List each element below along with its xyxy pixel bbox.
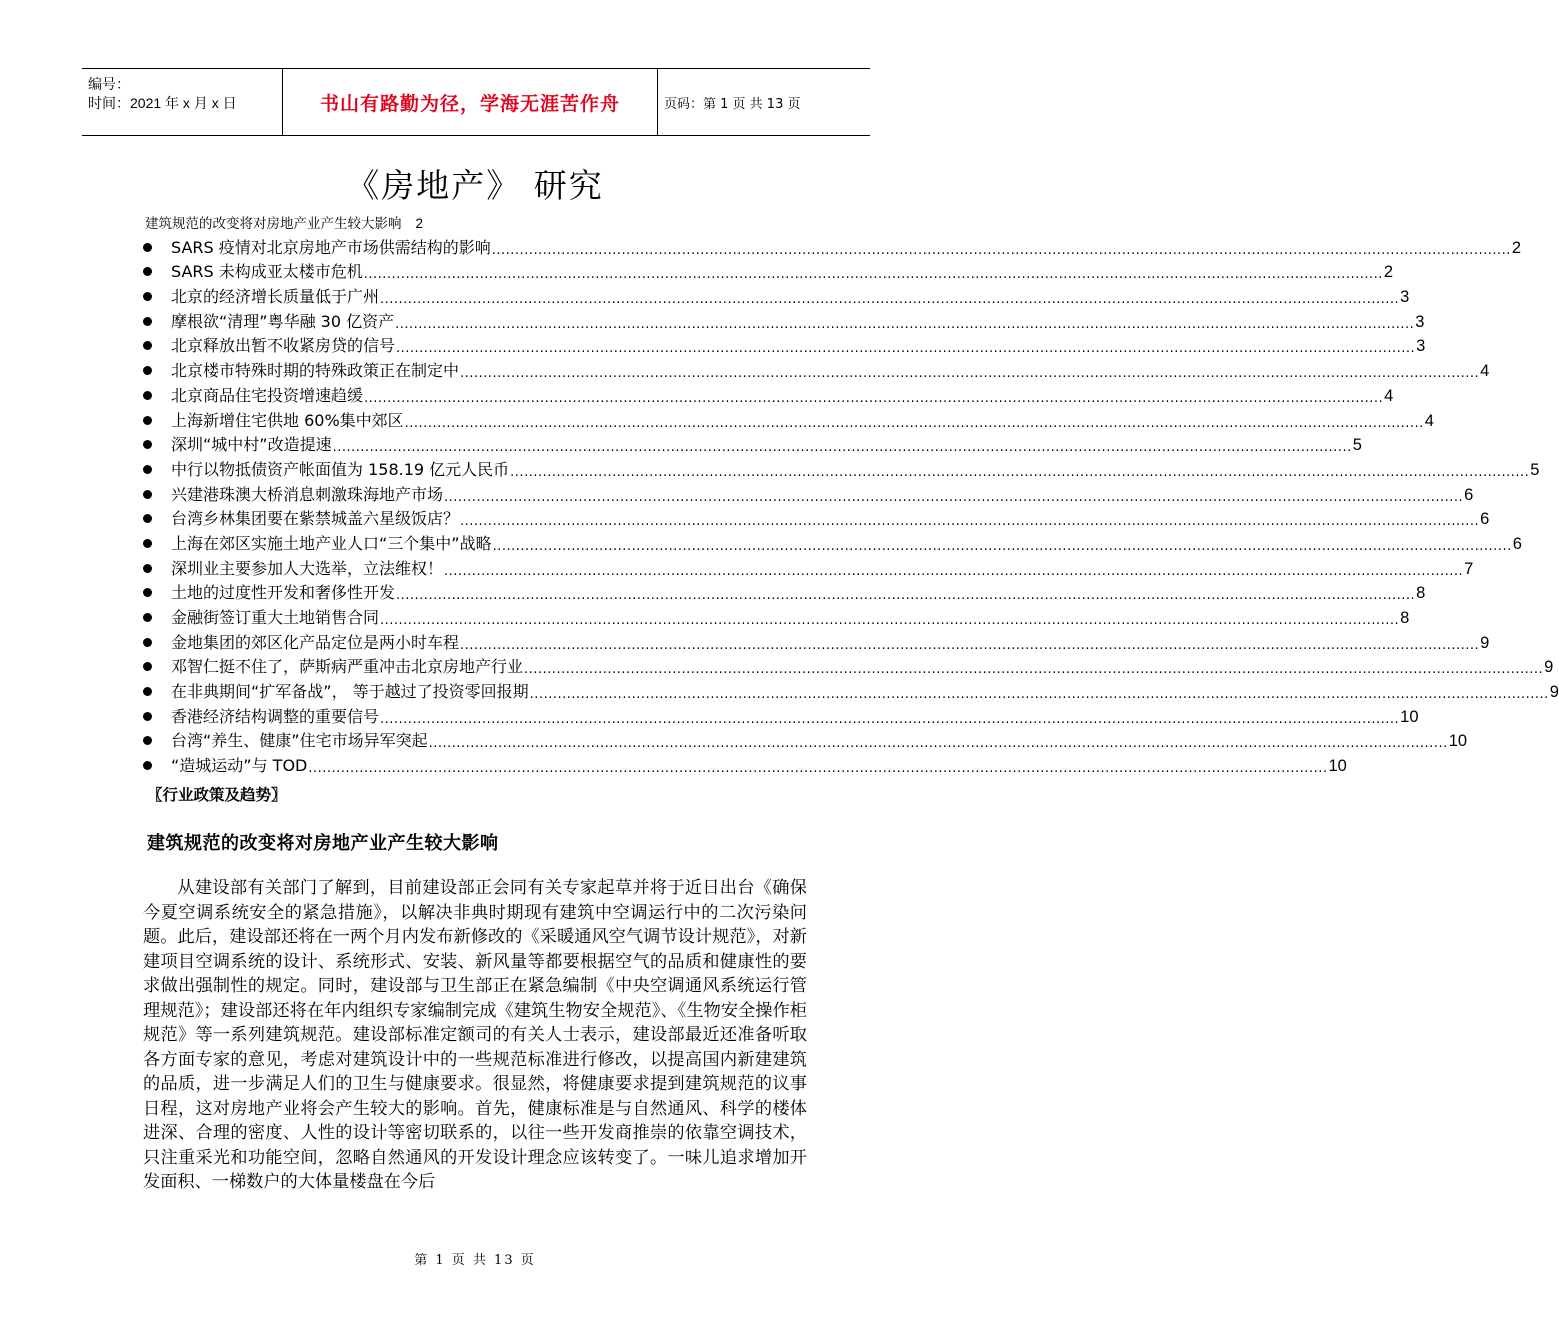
toc-entry[interactable] (140, 258, 1394, 283)
bullet-icon (143, 539, 152, 548)
toc-leader-dots: ............................................................................................................................................................................................................................ (524, 662, 1544, 678)
toc-leader-dots: ............................................................................................................................................................................................................................ (492, 538, 1512, 554)
toc-entry-page: 9 (1549, 683, 1559, 702)
toc-leader-dots: ............................................................................................................................................................................................................................ (396, 341, 1416, 357)
toc-entry[interactable] (140, 505, 1490, 530)
bullet-icon (143, 564, 152, 573)
bullet-icon (143, 341, 152, 350)
toc-entry-page: 4 (1424, 411, 1434, 430)
table-of-contents (140, 233, 1559, 777)
toc-entry-page: 9 (1480, 633, 1490, 652)
toc-entry-text: 北京商品住宅投资增速趋缓 (171, 385, 364, 405)
toc-entry-text: 香港经济结构调整的重要信号 (171, 706, 380, 726)
toc-leader-dots: ............................................................................................................................................................................................................................ (444, 489, 1464, 505)
toc-entry[interactable] (140, 356, 1490, 382)
toc-entry[interactable] (140, 751, 1347, 777)
toc-entry-page: 6 (1480, 510, 1490, 529)
toc-entry-text: 北京楼市特殊时期的特殊政策正在制定中 (171, 361, 460, 381)
toc-entry-page: 6 (1512, 534, 1522, 553)
toc-leader-dots: ............................................................................................................................................................................................................................ (380, 292, 1400, 308)
bullet-icon (143, 662, 152, 671)
header-meta-cell (82, 69, 282, 135)
toc-leader-dots: ............................................................................................................................................................................................................................ (428, 736, 1448, 752)
toc-entry-text: 在非典期间“扩军备战”， 等于越过了投资零回报期 (171, 682, 529, 702)
toc-entry[interactable] (140, 480, 1474, 505)
toc-first-entry-text: 建筑规范的改变将对房地产业产生较大影响 (145, 216, 402, 232)
toc-entry-page: 8 (1400, 609, 1410, 627)
toc-leader-dots: ............................................................................................................................................................................................................................ (380, 711, 1400, 727)
toc-leader-dots: ............................................................................................................................................................................................................................ (460, 637, 1480, 653)
toc-entry-text: “造城运动”与 TOD (171, 756, 308, 776)
toc-entry-page: 5 (1530, 460, 1540, 479)
bullet-icon (143, 391, 152, 400)
toc-entry-text: 台湾“养生、健康”住宅市场异军突起 (171, 731, 428, 751)
toc-entry-text: 上海新增住宅供地 60%集中郊区 (171, 410, 404, 430)
toc-leader-dots: ............................................................................................................................................................................................................................ (364, 390, 1384, 406)
toc-entry-text: 金融街签订重大土地销售合同 (171, 608, 380, 627)
header-motto: 书山有路勤为径，学海无涯苦作舟 (282, 69, 658, 135)
toc-entry-text: 邓智仁挺不住了，萨斯病严重冲击北京房地产行业 (171, 657, 524, 677)
toc-first-entry[interactable] (145, 212, 423, 232)
bullet-icon (143, 416, 152, 425)
bullet-icon (143, 243, 152, 252)
toc-entry-page: 3 (1416, 337, 1426, 356)
toc-entry[interactable] (140, 554, 1474, 579)
toc-entry-page: 2 (1511, 238, 1522, 257)
toc-entry-page: 5 (1352, 436, 1362, 455)
toc-entry[interactable] (140, 431, 1362, 456)
toc-entry-text: 深圳业主要参加人大选举，立法维权！ (171, 558, 444, 578)
bullet-icon (143, 588, 152, 597)
toc-entry-page: 4 (1480, 362, 1490, 381)
toc-entry[interactable] (140, 653, 1554, 678)
toc-leader-dots: ............................................................................................................................................................................................................................ (308, 761, 1328, 777)
toc-leader-dots: ............................................................................................................................................................................................................................ (510, 464, 1530, 480)
toc-entry-page: 9 (1544, 658, 1554, 677)
toc-entry[interactable] (140, 406, 1434, 431)
code-label: 编号： (88, 76, 130, 92)
toc-entry-text: 摩根欲“清理”粤华融 30 亿资产 (171, 311, 395, 331)
toc-entry-text: SARS 疫情对北京房地产市场供需结构的影响 (171, 237, 491, 257)
article-body: 从建设部有关部门了解到，目前建设部正会同有关专家起草并将于近日出台《确保今夏空调系统安全的紧急措施》，以解决非典时期现有建筑中空调运行中的二次污染问题。此后，建设部还将在一两个月内发布新修改的《采暖通风空气调节设计规范》，对新建项目空调系统的设计、系统形式、安装、新风量等都要根据空气的品质和健康性的要求做出强制性的规定。同时，建设部与卫生部正在紧急编制《中央空调通风系统运行管理规范》；建设部还将在年内组织专家编制完成《建筑生物安全规范》、《生物安全操作柜规范》等一系列建筑规范。建设部标准定额司的有关人士表示，建设部最近还准备听取各方面专家的意见，考虑对建筑设计中的一些规范标准进行修改，以提高国内新建建筑的品质，进一步满足人们的卫生与健康要求。很显然，将健康要求提到建筑规范的议事日程，这对房地产业将会产生较大的影响。首先，健康标准是与自然通风、科学的楼体进深、合理的密度、人性的设计等密切联系的，以往一些开发商推崇的依靠空调技术，只注重采光和功能空间，忽略自然通风的开发设计理念应该转变了。一味儿追求增加开发面积、一梯数户的大体量楼盘在今后 (143, 878, 807, 1192)
bullet-icon (143, 317, 152, 326)
toc-leader-dots: ............................................................................................................................................................................................................................ (332, 440, 1352, 456)
toc-leader-dots: ............................................................................................................................................................................................................................ (444, 563, 1464, 579)
toc-leader-dots: ............................................................................................................................................................................................................................ (491, 242, 1511, 258)
toc-entry-text: 上海在郊区实施土地产业人口“三个集中”战略 (171, 533, 492, 553)
toc-entry-text: SARS 未构成亚太楼市危机 (171, 262, 363, 282)
toc-leader-dots: ............................................................................................................................................................................................................................ (363, 267, 1383, 283)
toc-entry[interactable] (140, 455, 1540, 480)
toc-entry-page: 3 (1415, 312, 1425, 331)
toc-entry[interactable] (140, 579, 1426, 604)
toc-entry-page: 10 (1400, 707, 1419, 726)
toc-entry[interactable] (140, 727, 1468, 752)
toc-first-entry-page: 2 (415, 216, 424, 231)
toc-entry[interactable] (140, 702, 1419, 727)
toc-leader-dots: ............................................................................................................................................................................................................................ (395, 316, 1415, 332)
toc-entry-text: 土地的过度性开发和奢侈性开发 (171, 583, 396, 603)
page-footer: 第 1 页 共 13 页 (414, 1253, 536, 1268)
toc-entry-page: 3 (1400, 288, 1410, 307)
toc-entry-page: 4 (1384, 386, 1394, 405)
bullet-icon (143, 761, 152, 770)
bullet-icon (143, 514, 152, 523)
bullet-icon (143, 613, 152, 622)
bullet-icon (143, 292, 152, 301)
bullet-icon (143, 736, 152, 745)
toc-leader-dots: ............................................................................................................................................................................................................................ (396, 588, 1416, 604)
bullet-icon (143, 267, 152, 276)
toc-leader-dots: ............................................................................................................................................................................................................................ (380, 613, 1400, 628)
toc-entry-text: 北京的经济增长质量低于广州 (171, 287, 380, 307)
document-title: 《房地产》 研究 (346, 166, 604, 205)
toc-leader-dots: ............................................................................................................................................................................................................................ (529, 687, 1549, 703)
section-label: 〖行业政策及趋势〗 (147, 785, 287, 804)
toc-entry-text: 中行以物抵债资产帐面值为 158.19 亿元人民币 (171, 459, 510, 479)
bullet-icon (143, 687, 152, 696)
toc-entry-page: 2 (1383, 263, 1394, 282)
toc-entry-page: 10 (1328, 757, 1347, 776)
toc-entry[interactable] (140, 628, 1490, 653)
toc-entry-text: 深圳“城中村”改造提速 (171, 435, 332, 455)
toc-entry[interactable] (140, 233, 1522, 258)
header-page-info: 页码：第 1 页 共 13 页 (664, 96, 801, 112)
toc-leader-dots: ............................................................................................................................................................................................................................ (460, 514, 1480, 530)
toc-entry[interactable] (140, 332, 1426, 357)
bullet-icon (143, 490, 152, 499)
header-table (82, 68, 870, 136)
toc-entry-page: 7 (1464, 559, 1474, 578)
toc-entry[interactable] (140, 307, 1425, 332)
toc-entry-page: 10 (1448, 732, 1468, 751)
toc-entry-text: 台湾乡林集团要在紫禁城盖六星级饭店？ (171, 509, 460, 529)
toc-entry[interactable] (140, 282, 1410, 308)
toc-entry-text: 金地集团的郊区化产品定位是两小时车程 (171, 632, 460, 652)
time-label: 时间：2021 年 x 月 x 日 (88, 95, 237, 111)
toc-entry[interactable] (140, 603, 1410, 628)
bullet-icon (143, 440, 152, 449)
toc-entry-text: 兴建港珠澳大桥消息刺激珠海地产市场 (171, 484, 444, 504)
toc-entry[interactable] (140, 677, 1559, 703)
bullet-icon (143, 638, 152, 647)
bullet-icon (143, 712, 152, 721)
toc-leader-dots: ............................................................................................................................................................................................................................ (404, 415, 1424, 431)
bullet-icon (143, 366, 152, 375)
toc-entry[interactable] (140, 381, 1394, 406)
bullet-icon (143, 465, 152, 474)
toc-leader-dots: ............................................................................................................................................................................................................................ (460, 366, 1480, 382)
toc-entry-page: 6 (1464, 485, 1474, 504)
toc-entry-text: 北京释放出暂不收紧房贷的信号 (171, 336, 396, 356)
toc-entry[interactable] (140, 529, 1522, 554)
toc-entry-page: 8 (1416, 584, 1426, 603)
article-title: 建筑规范的改变将对房地产业产生较大影响 (147, 833, 499, 854)
